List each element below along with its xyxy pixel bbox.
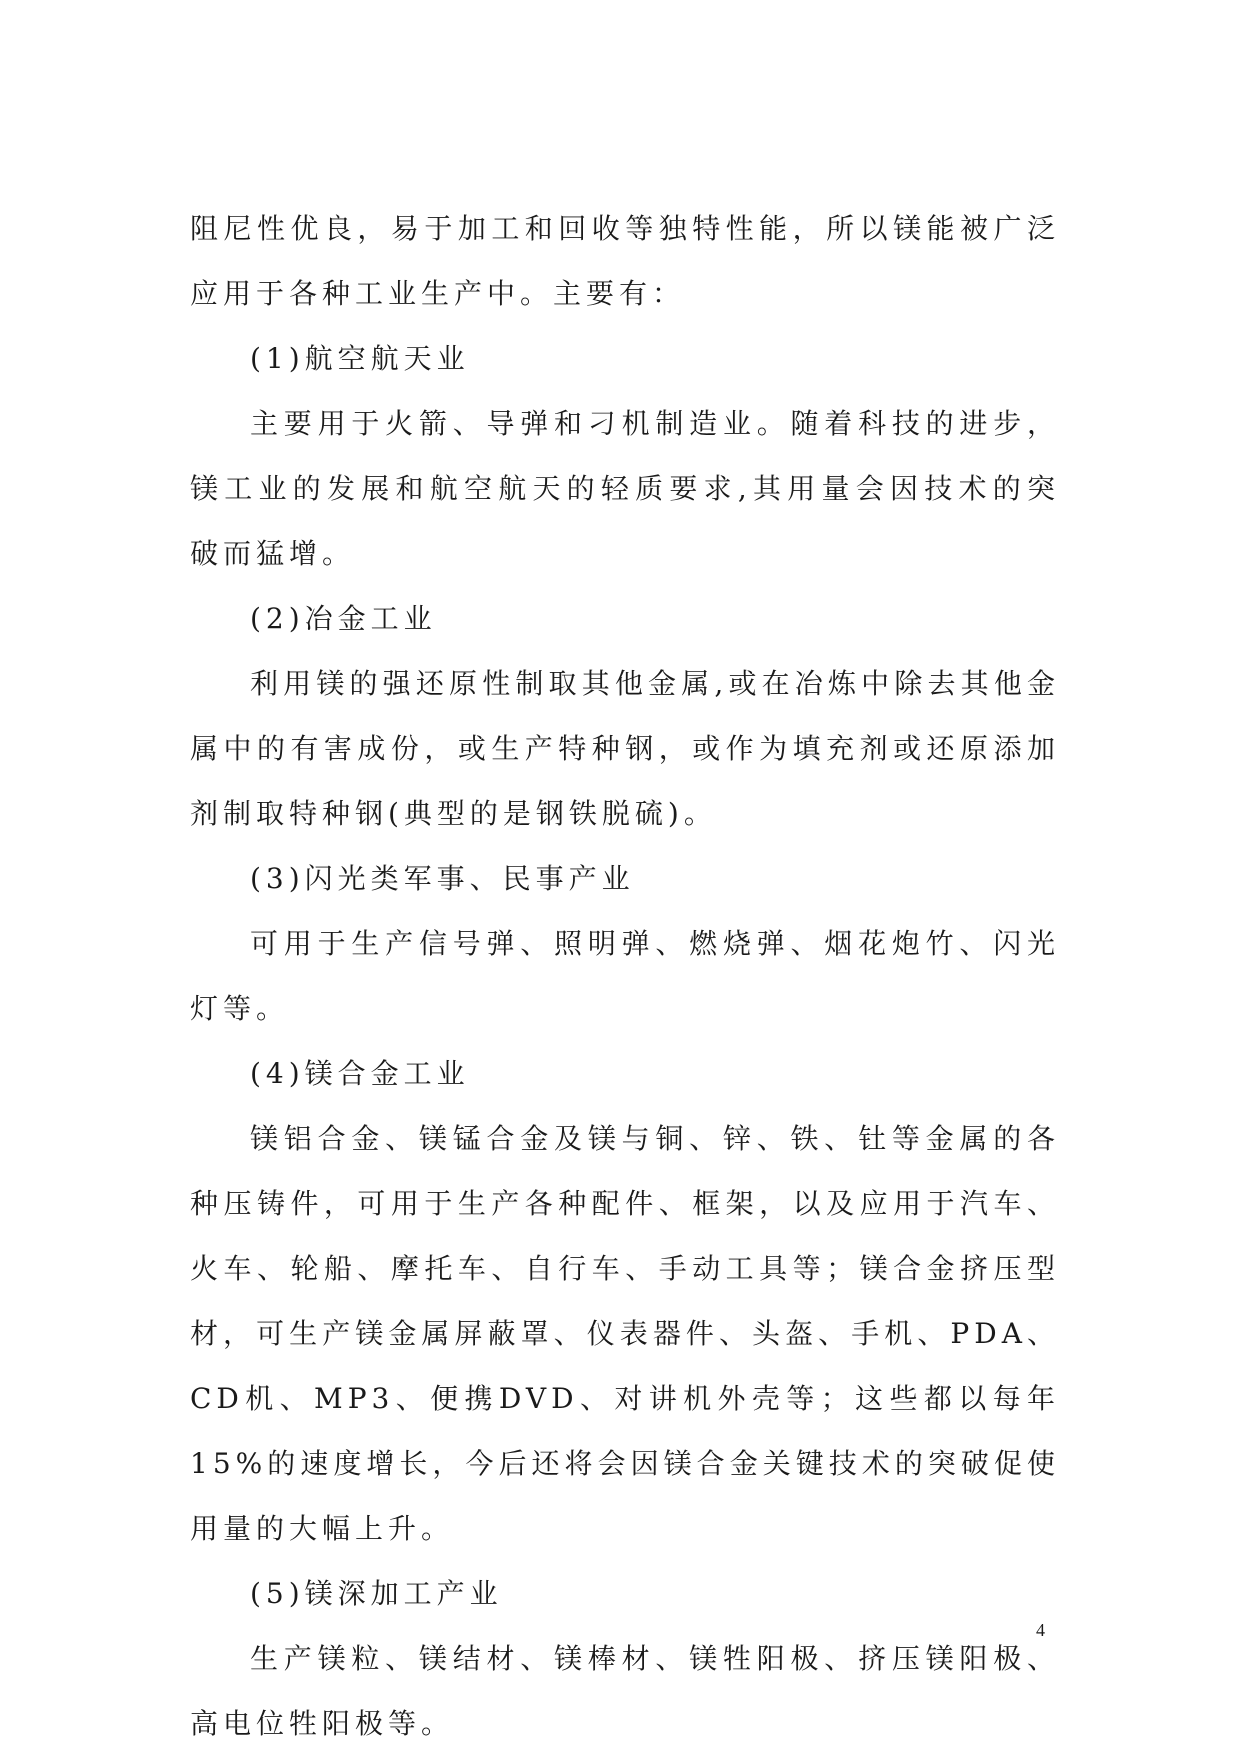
body-text (190, 196, 1060, 1756)
heading-aerospace: (1)航空航天业 (250, 342, 470, 375)
paragraph-continuation: 阻尼性优良，易于加工和回收等独特性能，所以镁能被广泛应用于各种工业生产中。主要有： (190, 212, 1060, 310)
paragraph-magnesium-alloy: 镁铝合金、镁锰合金及镁与铜、锌、铁、钍等金属的各种压铸件，可用于生产各种配件、框架，以及应用于汽车、火车、轮船、摩托车、自行车、手动工具等；镁合金挤压型材，可生产镁金属屏蔽罩、仪表器件、头盔、手机、PDA、CD机、MP3、便携DVD、对讲机外壳等；这些都以每年15%的速度增长，今后还将会因镁合金关键技术的突破促使用量的大幅上升。 (190, 1122, 1060, 1545)
heading-metallurgy: (2)冶金工业 (250, 602, 437, 635)
heading-flash-industry: (3)闪光类军事、民事产业 (250, 862, 635, 895)
heading-magnesium-alloy: (4)镁合金工业 (250, 1057, 470, 1090)
page-number: 4 (1036, 1620, 1045, 1640)
paragraph-aerospace: 主要用于火箭、导弹和刁机制造业。随着科技的进步，镁工业的发展和航空航天的轻质要求,其用量会因技术的突破而猛增。 (190, 407, 1060, 570)
heading-deep-processing: (5)镁深加工产业 (250, 1577, 503, 1610)
paragraph-deep-processing: 生产镁粒、镁结材、镁棒材、镁牲阳极、挤压镁阳极、高电位牲阳极等。 (190, 1642, 1060, 1740)
paragraph-flash-industry: 可用于生产信号弹、照明弹、燃烧弹、烟花炮竹、闪光灯等。 (190, 927, 1060, 1025)
paragraph-metallurgy: 利用镁的强还原性制取其他金属,或在冶炼中除去其他金属中的有害成份，或生产特种钢，或作为填充剂或还原添加剂制取特种钢(典型的是钢铁脱硫)。 (190, 667, 1060, 830)
